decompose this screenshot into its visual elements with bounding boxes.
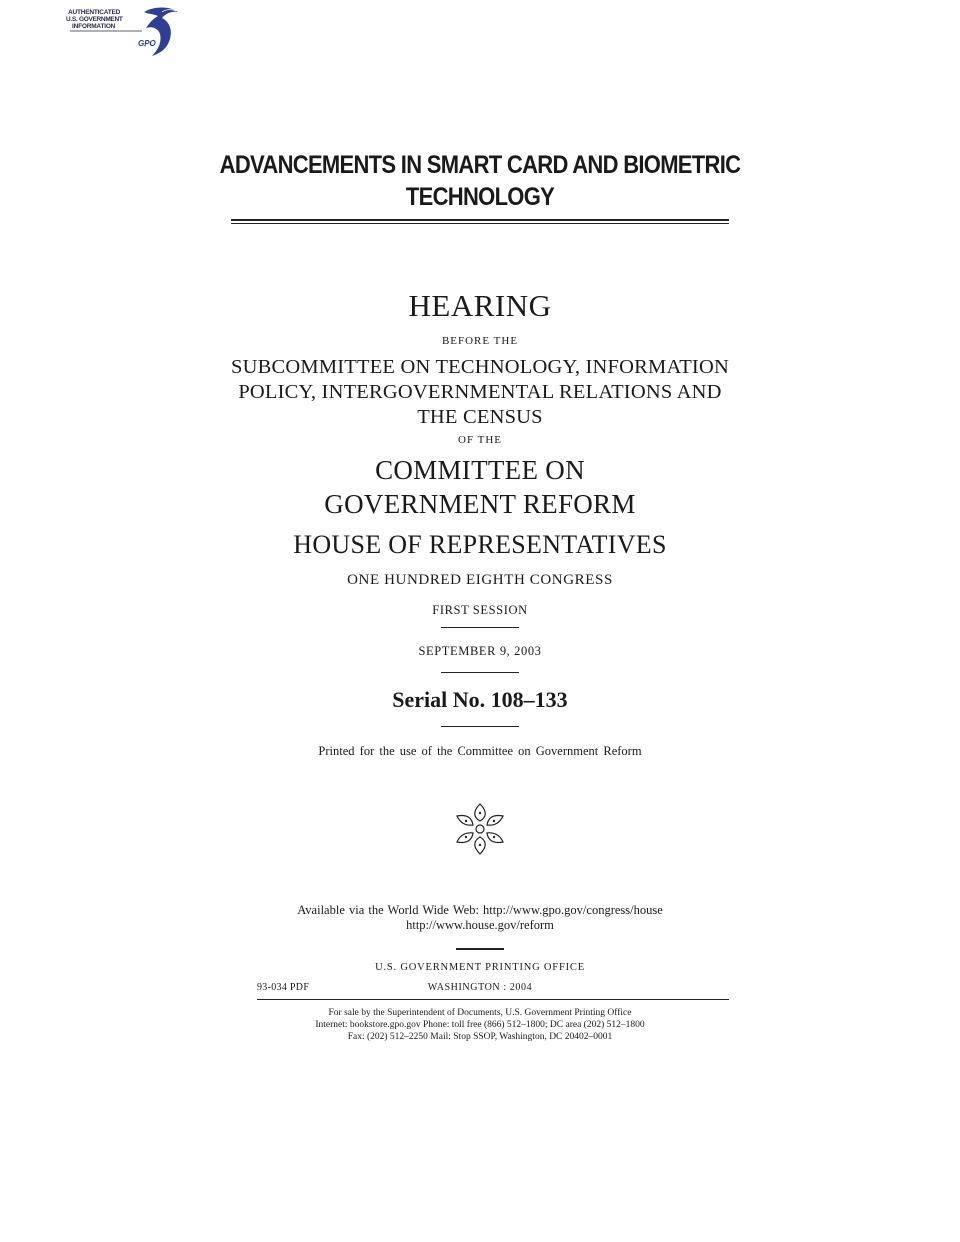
divider-rule <box>441 726 519 727</box>
hearing-heading: HEARING <box>408 288 552 323</box>
imprint-rule <box>257 999 729 1000</box>
subcommittee-line-2: POLICY, INTERGOVERNMENTAL RELATIONS AND <box>238 381 722 403</box>
printing-office-label: U.S. GOVERNMENT PRINTING OFFICE <box>375 962 585 973</box>
divider-rule <box>441 627 519 628</box>
sale-info-line-3: Fax: (202) 512–2250 Mail: Stop SSOP, Washington, DC 20402–0001 <box>347 1032 613 1042</box>
gpo-authenticated-logo <box>66 4 186 60</box>
divider-rule <box>441 672 519 673</box>
svg-text:INFORMATION: INFORMATION <box>72 23 116 30</box>
title-rule-thin <box>231 223 729 224</box>
document-title-line-1: ADVANCEMENTS IN SMART CARD AND BIOMETRIC <box>219 151 741 179</box>
sale-info-line-1: For sale by the Superintendent of Documents, U.S. Government Printing Office <box>328 1008 632 1018</box>
session-label: FIRST SESSION <box>432 603 528 617</box>
serial-number: Serial No. 108–133 <box>392 687 568 712</box>
subcommittee-line-3: THE CENSUS <box>417 406 543 428</box>
imprint-place-year: WASHINGTON : 2004 <box>427 982 533 993</box>
printer-ornament-icon <box>455 802 505 856</box>
of-the-label: OF THE <box>458 434 502 446</box>
sale-info-line-2: Internet: bookstore.gpo.gov Phone: toll free (866) 512–1800; DC area (202) 512–1800 <box>315 1020 645 1030</box>
committee-line-2: GOVERNMENT REFORM <box>324 489 636 519</box>
congress-label: ONE HUNDRED EIGHTH CONGRESS <box>347 572 613 588</box>
eagle-logo-icon <box>66 4 186 60</box>
divider-rule <box>456 948 504 950</box>
house-of-representatives: HOUSE OF REPRESENTATIVES <box>293 530 667 559</box>
svg-text:AUTHENTICATED: AUTHENTICATED <box>68 9 121 16</box>
document-code: 93-034 PDF <box>257 982 310 993</box>
web-availability-line-1: Available via the World Wide Web: http://www.gpo.gov/congress/house <box>297 903 663 917</box>
hearing-date: SEPTEMBER 9, 2003 <box>418 644 542 658</box>
document-title-line-2: TECHNOLOGY <box>405 183 555 211</box>
title-rule-thick <box>231 219 729 221</box>
printed-for-note: Printed for the use of the Committee on Government Reform <box>318 744 642 758</box>
web-availability-line-2: http://www.house.gov/reform <box>406 918 554 932</box>
before-the-label: BEFORE THE <box>441 335 519 347</box>
subcommittee-line-1: SUBCOMMITTEE ON TECHNOLOGY, INFORMATION <box>231 356 729 378</box>
svg-text:GPO: GPO <box>138 39 156 48</box>
svg-text:U.S. GOVERNMENT: U.S. GOVERNMENT <box>66 16 123 23</box>
committee-line-1: COMMITTEE ON <box>375 455 585 485</box>
